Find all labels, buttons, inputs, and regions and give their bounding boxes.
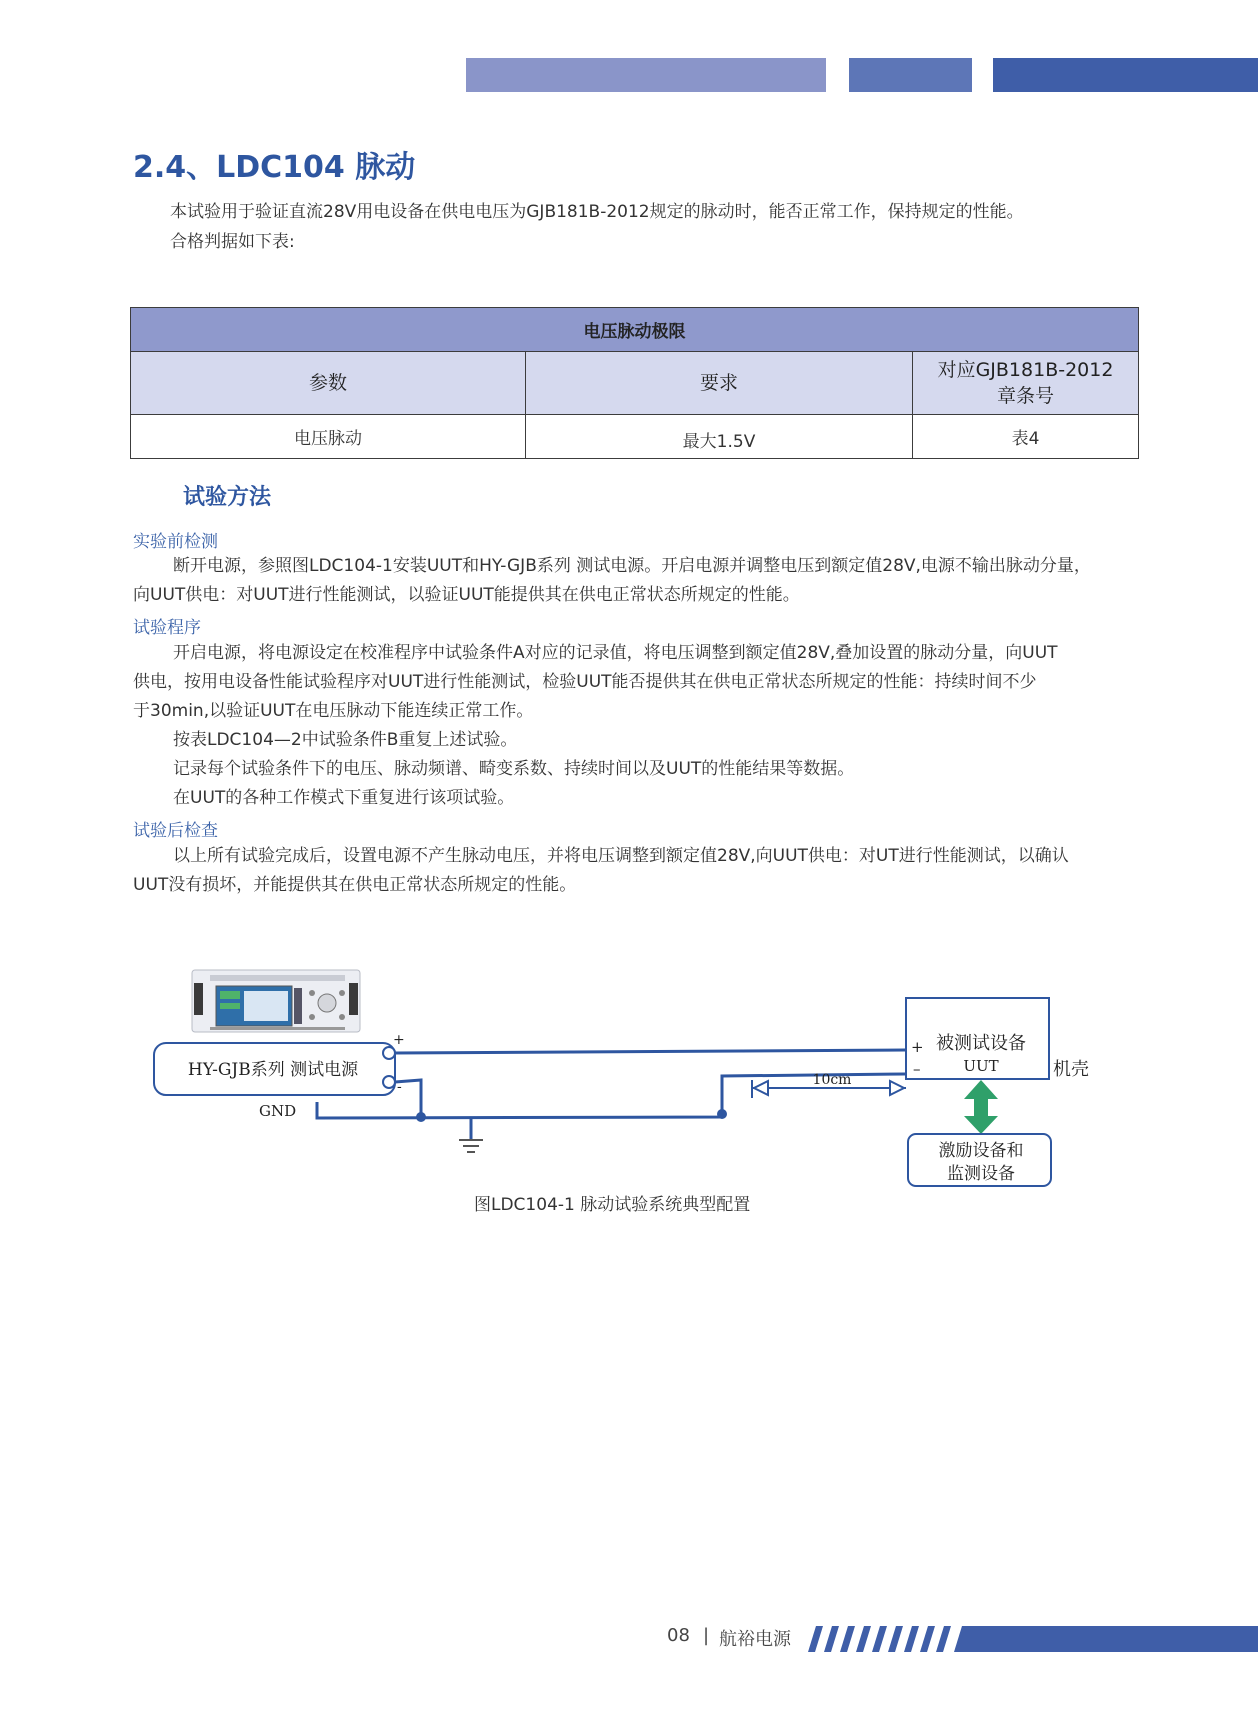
header-bar-mid bbox=[849, 58, 972, 92]
header-clause bbox=[913, 352, 1139, 415]
minus-terminal bbox=[383, 1076, 395, 1088]
footer-stripes bbox=[800, 1626, 1258, 1652]
uut-minus: – bbox=[913, 1060, 921, 1078]
junction-dot-1 bbox=[416, 1112, 426, 1122]
procedure-line-4: 按表LDC104—2中试验条件B重复上述试验。 bbox=[173, 730, 518, 750]
procedure-label: 试验程序 bbox=[133, 618, 201, 638]
distance-label: 10cm bbox=[812, 1072, 852, 1088]
monitor-label-2: 监测设备 bbox=[947, 1164, 1015, 1184]
power-supply-label: HY-GJB系列 测试电源 bbox=[187, 1060, 359, 1080]
cell-parameter: 电压脉动 bbox=[131, 415, 526, 459]
procedure-line-2: 供电，按用电设备性能试验程序对UUT进行性能测试，检验UUT能否提供其在供电正常状态所规定的性能：持续时间不少 bbox=[133, 672, 1037, 692]
chassis-label: 机壳 bbox=[1053, 1059, 1089, 1080]
table-caption-row bbox=[131, 308, 1139, 352]
figure-caption: 图LDC104-1 脉动试验系统典型配置 bbox=[474, 1195, 751, 1215]
cell-clause: 表4 bbox=[913, 415, 1139, 459]
pre-check-label: 实验前检测 bbox=[133, 532, 218, 552]
plus-sign: + bbox=[393, 1032, 405, 1048]
company-name: 航裕电源 bbox=[719, 1629, 791, 1650]
header-clause-line1: 对应GJB181B-2012 bbox=[937, 359, 1114, 381]
post-check-label: 试验后检查 bbox=[133, 821, 218, 841]
table-caption: 电压脉动极限 bbox=[131, 308, 1139, 352]
power-supply-image bbox=[192, 970, 360, 1032]
header-clause-line2: 章条号 bbox=[996, 385, 1054, 407]
uut-label-1: 被测试设备 bbox=[936, 1033, 1026, 1054]
intro-line-1: 本试验用于验证直流28V用电设备在供电电压为GJB181B-2012规定的脉动时，能否正常工作，保持规定的性能。 bbox=[170, 202, 1024, 222]
junction-dot-2 bbox=[717, 1109, 727, 1119]
page-number: 08 bbox=[667, 1625, 690, 1646]
header-bar-dark bbox=[993, 58, 1258, 92]
test-setup-diagram bbox=[0, 960, 1258, 1190]
method-heading: 试验方法 bbox=[183, 485, 272, 510]
monitor-label-1: 激励设备和 bbox=[938, 1141, 1024, 1161]
post-check-line-2: UUT没有损坏，并能提供其在供电正常状态所规定的性能。 bbox=[133, 875, 577, 895]
positive-wire bbox=[395, 1050, 905, 1053]
procedure-line-1: 开启电源，将电源设定在校准程序中试验条件A对应的记录值，将电压调整到额定值28V,叠加设置的脉动分量，向UUT bbox=[173, 643, 1058, 663]
footer-separator: | bbox=[703, 1625, 710, 1646]
post-check-line-1: 以上所有试验完成后，设置电源不产生脉动电压，并将电压调整到额定值28V,向UUT供电：对UT进行性能测试，以确认 bbox=[173, 846, 1069, 866]
double-arrow bbox=[964, 1080, 998, 1134]
header-requirement: 要求 bbox=[526, 352, 913, 415]
pre-check-line-1: 断开电源，参照图LDC104-1安装UUT和HY-GJB系列 测试电源。开启电源并调整电压到额定值28V,电源不输出脉动分量， bbox=[173, 556, 1091, 576]
pre-check-line-2: 向UUT供电：对UUT进行性能测试，以验证UUT能提供其在供电正常状态所规定的性能。 bbox=[133, 585, 800, 605]
uut-label-2: UUT bbox=[963, 1057, 999, 1075]
voltage-ripple-table bbox=[130, 307, 1139, 459]
cell-requirement: 最大1.5V bbox=[526, 415, 913, 459]
gnd-label: GND bbox=[259, 1102, 297, 1120]
header-parameter: 参数 bbox=[131, 352, 526, 415]
header-bar-light bbox=[466, 58, 826, 92]
minus-sign: - bbox=[397, 1079, 402, 1095]
uut-plus: + bbox=[911, 1038, 924, 1056]
procedure-line-5: 记录每个试验条件下的电压、脉动频谱、畸变系数、持续时间以及UUT的性能结果等数据。 bbox=[173, 759, 855, 779]
intro-line-2: 合格判据如下表: bbox=[170, 232, 295, 252]
procedure-line-6: 在UUT的各种工作模式下重复进行该项试验。 bbox=[173, 788, 515, 808]
ground-symbol bbox=[459, 1140, 483, 1152]
procedure-line-3: 于30min,以验证UUT在电压脉动下能连续正常工作。 bbox=[133, 701, 534, 721]
section-title: 2.4、LDC104 脉动 bbox=[133, 150, 416, 185]
plus-terminal bbox=[383, 1047, 395, 1059]
table-header-row bbox=[131, 352, 1139, 415]
table-row bbox=[131, 415, 1139, 459]
